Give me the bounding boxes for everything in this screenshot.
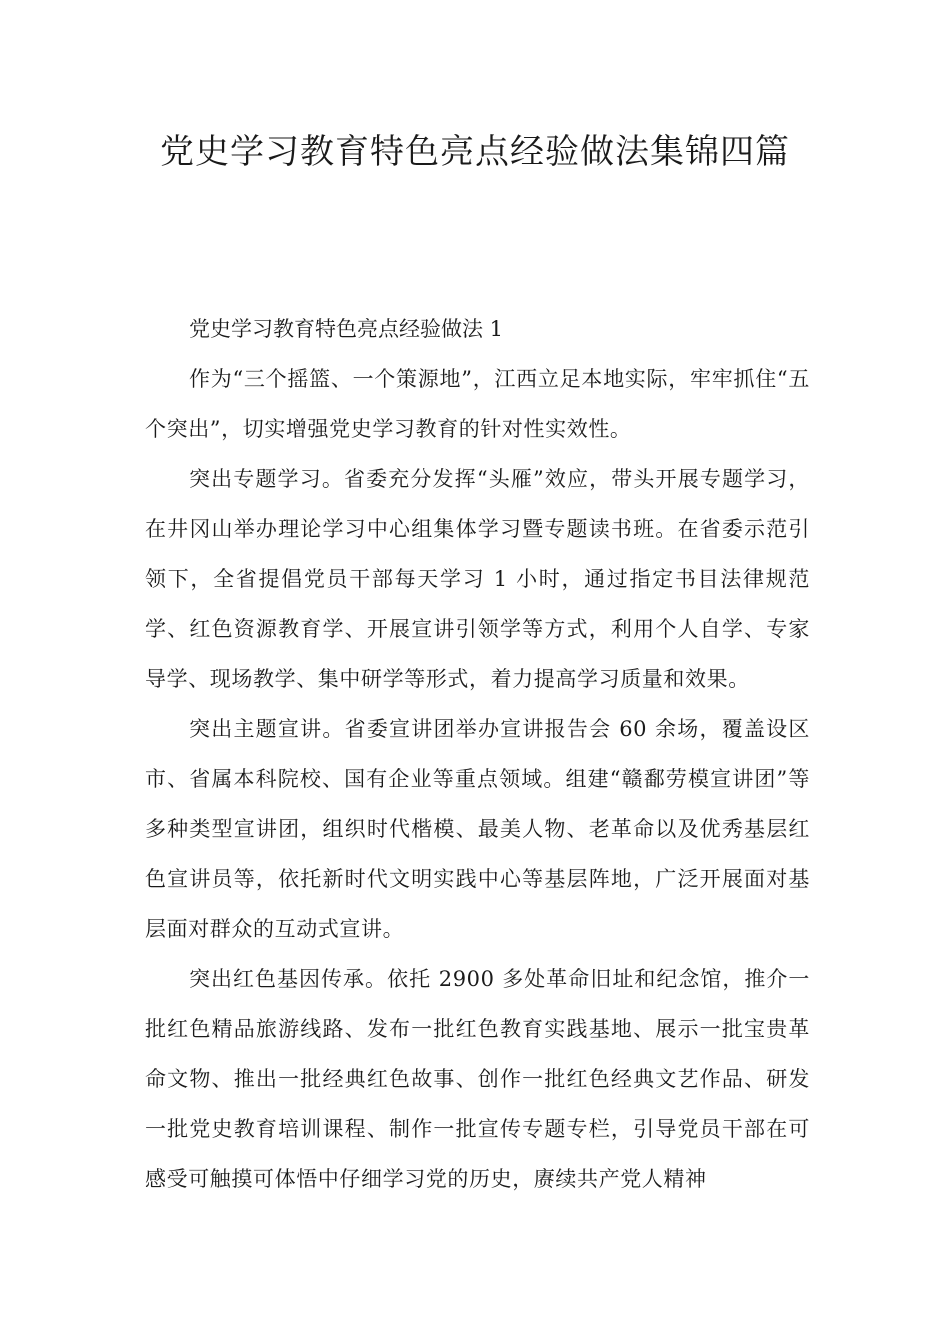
- paragraph-topic-study: 突出专题学习。省委充分发挥“头雁”效应，带头开展专题学习，在井冈山举办理论学习中心组集体学习暨专题读书班。在省委示范引领下，全省提倡党员干部每天学习 1 小时，通过指定书目法律规范学、红色资源教育学、开展宣讲引领学等方式，利用个人自学、专家导学、现场教学、集中研学等形式，着力提高学习质量和效果。: [145, 467, 810, 691]
- paragraph-red-gene: 突出红色基因传承。依托 2900 多处革命旧址和纪念馆，推介一批红色精品旅游线路、发布一批红色教育实践基地、展示一批宝贵革命文物、推出一批经典红色故事、创作一批红色经典文艺作品、研发一批党史教育培训课程、制作一批宣传专题专栏，引导党员干部在可感受可触摸可体悟中仔细学习党的历史，赓续共产党人精神: [145, 967, 810, 1191]
- document-title: 党史学习教育特色亮点经验做法集锦四篇: [160, 132, 790, 172]
- document-body: [145, 304, 810, 1204]
- paragraph-intro: 作为“三个摇篮、一个策源地”，江西立足本地实际，牢牢抓住“五个突出”，切实增强党史学习教育的针对性实效性。: [145, 367, 810, 441]
- paragraph-theme-lecture: 突出主题宣讲。省委宣讲团举办宣讲报告会 60 余场，覆盖设区市、省属本科院校、国有企业等重点领域。组建“赣鄱劳模宣讲团”等多种类型宣讲团，组织时代楷模、最美人物、老革命以及优秀基层红色宣讲员等，依托新时代文明实践中心等基层阵地，广泛开展面对基层面对群众的互动式宣讲。: [145, 717, 810, 941]
- section-heading: 党史学习教育特色亮点经验做法 1: [189, 317, 504, 341]
